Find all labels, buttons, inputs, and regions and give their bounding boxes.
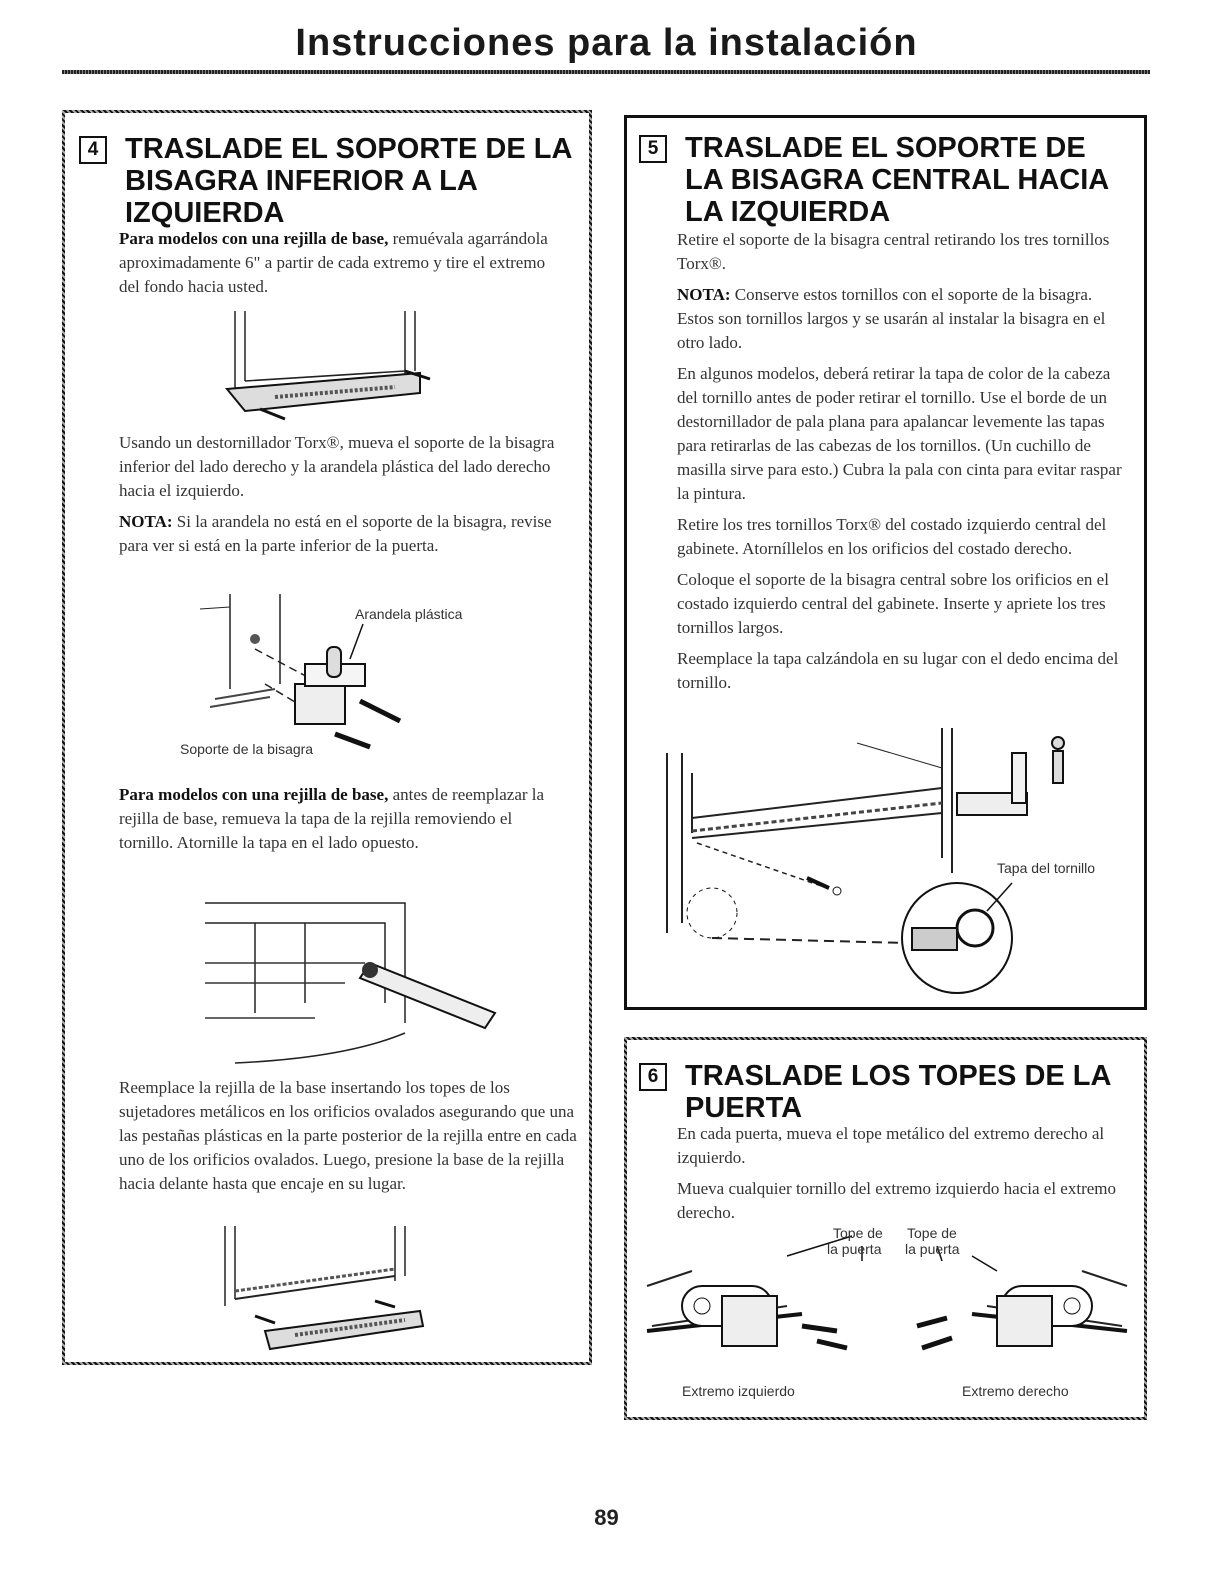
label-hinge-bracket: Soporte de la bisagra bbox=[180, 741, 314, 757]
step4-para2: Usando un destornillador Torx®, mueva el soporte de la bisagra inferior del lado derecho y la arandela plástica del lado derecho hacia el izquierdo. bbox=[119, 433, 555, 500]
grille-replace-figure bbox=[205, 1221, 455, 1351]
step4-panel bbox=[62, 110, 592, 1365]
step5-para5: Reemplace la tapa calzándola en su lugar con el dedo encima del tornillo. bbox=[677, 649, 1119, 692]
label-screw-cap: Tapa del tornillo bbox=[997, 860, 1096, 876]
page-title: Instrucciones para la instalación bbox=[295, 22, 918, 64]
step5-para4: Coloque el soporte de la bisagra central sobre los orificios en el costado izquierdo central del gabinete. Inserte y apriete los tres tornillos largos. bbox=[677, 570, 1109, 637]
step6-title: TRASLADE LOS TOPES DE LA PUERTA bbox=[685, 1060, 1111, 1124]
label-stop-right-2: la puerta bbox=[905, 1241, 960, 1257]
step5-heading bbox=[639, 132, 1129, 228]
label-right-end: Extremo derecho bbox=[962, 1383, 1069, 1399]
step6-para2: Mueva cualquier tornillo del extremo izquierdo hacia el extremo derecho. bbox=[677, 1179, 1116, 1222]
hinge-bracket-figure bbox=[155, 589, 515, 759]
step4-heading bbox=[79, 133, 579, 229]
step5-title: TRASLADE EL SOPORTE DE LA BISAGRA CENTRAL HACIA LA IZQUIERDA bbox=[685, 132, 1109, 228]
step4-title: TRASLADE EL SOPORTE DE LA BISAGRA INFERIOR A LA IZQUIERDA bbox=[125, 133, 572, 229]
center-hinge-figure bbox=[657, 723, 1127, 1003]
step6-heading bbox=[639, 1060, 1129, 1124]
step4-para1: Para modelos con una rejilla de base, remuévala agarrándola aproximadamente 6" a partir de cada extremo y tire el extremo del fondo hacia usted. bbox=[119, 229, 548, 296]
step5-para3: Retire los tres tornillos Torx® del costado izquierdo central del gabinete. Atorníllelos en los orificios del costado derecho. bbox=[677, 515, 1107, 558]
step6-number: 6 bbox=[639, 1063, 667, 1091]
page-number: 89 bbox=[594, 1505, 619, 1530]
step5-para1: Retire el soporte de la bisagra central retirando los tres tornillos Torx®. bbox=[677, 230, 1110, 273]
label-stop-left-2: la puerta bbox=[827, 1241, 882, 1257]
step4-para3: Para modelos con una rejilla de base, antes de reemplazar la rejilla de base, remueva la tapa de la rejilla removiendo el tornillo. Atornille la tapa en el lado opuesto. bbox=[119, 785, 545, 852]
step4-para4: Reemplace la rejilla de la base insertando los topes de los sujetadores metálicos en los orificios ovalados asegurando que una las pestañas plásticas en la parte posterior de la rejilla entre en cada uno de los orificios ovalados. Luego, presione la base de la rejilla hacia delante hasta que encaje en su lugar. bbox=[119, 1078, 577, 1193]
step5-note: NOTA: Conserve estos tornillos con el soporte de la bisagra. Estos son tornillos largos y se usarán al instalar la bisagra en el otro lado. bbox=[677, 285, 1106, 352]
label-stop-left-1: Tope de bbox=[833, 1226, 883, 1241]
step5-panel bbox=[624, 115, 1147, 1010]
title-rule bbox=[62, 70, 1150, 74]
label-washer: Arandela plástica bbox=[355, 606, 463, 622]
step6-para1: En cada puerta, mueva el tope metálico del extremo derecho al izquierdo. bbox=[677, 1124, 1105, 1167]
step4-note: NOTA: Si la arandela no está en el soporte de la bisagra, revise para ver si está en la parte inferior de la puerta. bbox=[119, 512, 552, 555]
label-stop-right-1: Tope de bbox=[907, 1226, 957, 1241]
grille-cap-figure bbox=[195, 893, 505, 1073]
door-stops-figure bbox=[637, 1226, 1137, 1411]
step5-number: 5 bbox=[639, 135, 667, 163]
grille-removal-figure bbox=[205, 301, 445, 421]
label-left-end: Extremo izquierdo bbox=[682, 1383, 795, 1399]
step6-panel bbox=[624, 1037, 1147, 1420]
step4-number: 4 bbox=[79, 136, 107, 164]
step5-para2: En algunos modelos, deberá retirar la tapa de color de la cabeza del tornillo antes de poder retirar el tornillo. Use el borde de un destornillador de pala plana para apalancar levemente las tapas para retirarlas de las cabezas de los tornillos. (Un cuchillo de masilla sirve para esto.) Cubra la pala con cinta para evitar raspar la pintura. bbox=[677, 364, 1122, 503]
